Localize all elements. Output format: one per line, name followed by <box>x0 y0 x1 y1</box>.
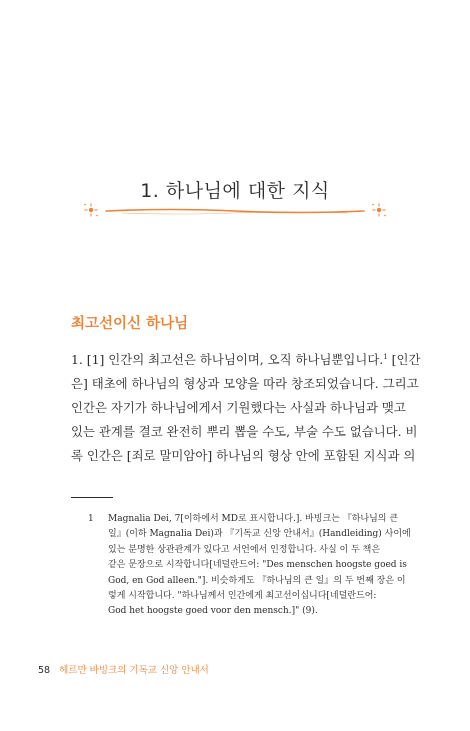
body-paragraph <box>71 345 421 468</box>
right-flourish-icon <box>372 204 386 217</box>
footnote-line: 있는 분명한 상관관계가 있다고 서언에서 인정합니다. 사실 이 두 책은 <box>108 544 381 555</box>
footnote-line: God, en God alleen."]. 비슷하게도 『하나님의 큰 일』의 두 번째 장은 이 <box>108 575 406 586</box>
footnote-line: Magnalia Dei, 7[이하에서 MD로 표시합니다.]. 바빙크는 『하나님의 큰 <box>108 514 399 524</box>
page-footer <box>38 662 209 676</box>
footnote-number: 1 <box>88 514 94 524</box>
footnote-reference[interactable]: 1 <box>383 353 388 361</box>
footnote-divider <box>71 497 113 498</box>
footnote-line: God het hoogste goed voor den mensch.]" (9). <box>108 606 318 617</box>
footnote-body <box>108 512 411 620</box>
footnote <box>88 512 411 620</box>
page-number: 58 <box>38 665 51 676</box>
section-heading: 최고선이신 하나님 <box>71 316 189 332</box>
running-title: 헤르만 바빙크의 기독교 신앙 안내서 <box>59 665 209 676</box>
paragraph-line: 1. [1] 인간의 최고선은 하나님이며, 오직 하나님뿐입니다.$^1$ [인간 <box>71 352 421 367</box>
left-flourish-icon <box>84 204 98 217</box>
paragraph-line: 은] 태초에 하나님의 형상과 모양을 따라 창조되었습니다. 그리고 <box>71 376 419 391</box>
footnote-line: 같은 문장으로 시작합니다[네덜란드어: "Des menschen hoogste goed is <box>108 560 407 571</box>
chapter-ornament <box>82 202 388 220</box>
paragraph-line: 인간은 자기가 하나님에게서 기원했다는 사실과 하나님과 맺고 <box>71 400 406 415</box>
footnote-line: 일』(이하 Magnalia Dei)과 『기독교 신앙 안내서』(Handleiding) 사이에 <box>108 529 411 540</box>
paragraph-line: 있는 관계를 결코 완전히 뿌리 뽑을 수도, 부술 수도 없습니다. 비 <box>71 424 418 439</box>
ornament-rule <box>106 210 364 213</box>
footnote-line: 렇게 시작합니다. "하나님께서 인간에게 최고선이십니다[네덜란드어: <box>108 591 377 602</box>
paragraph-line: 록 인간은 [죄로 말미암아] 하나님의 형상 안에 포함된 지식과 의 <box>71 448 416 463</box>
chapter-title: 1. 하나님에 대한 지식 <box>140 180 330 202</box>
